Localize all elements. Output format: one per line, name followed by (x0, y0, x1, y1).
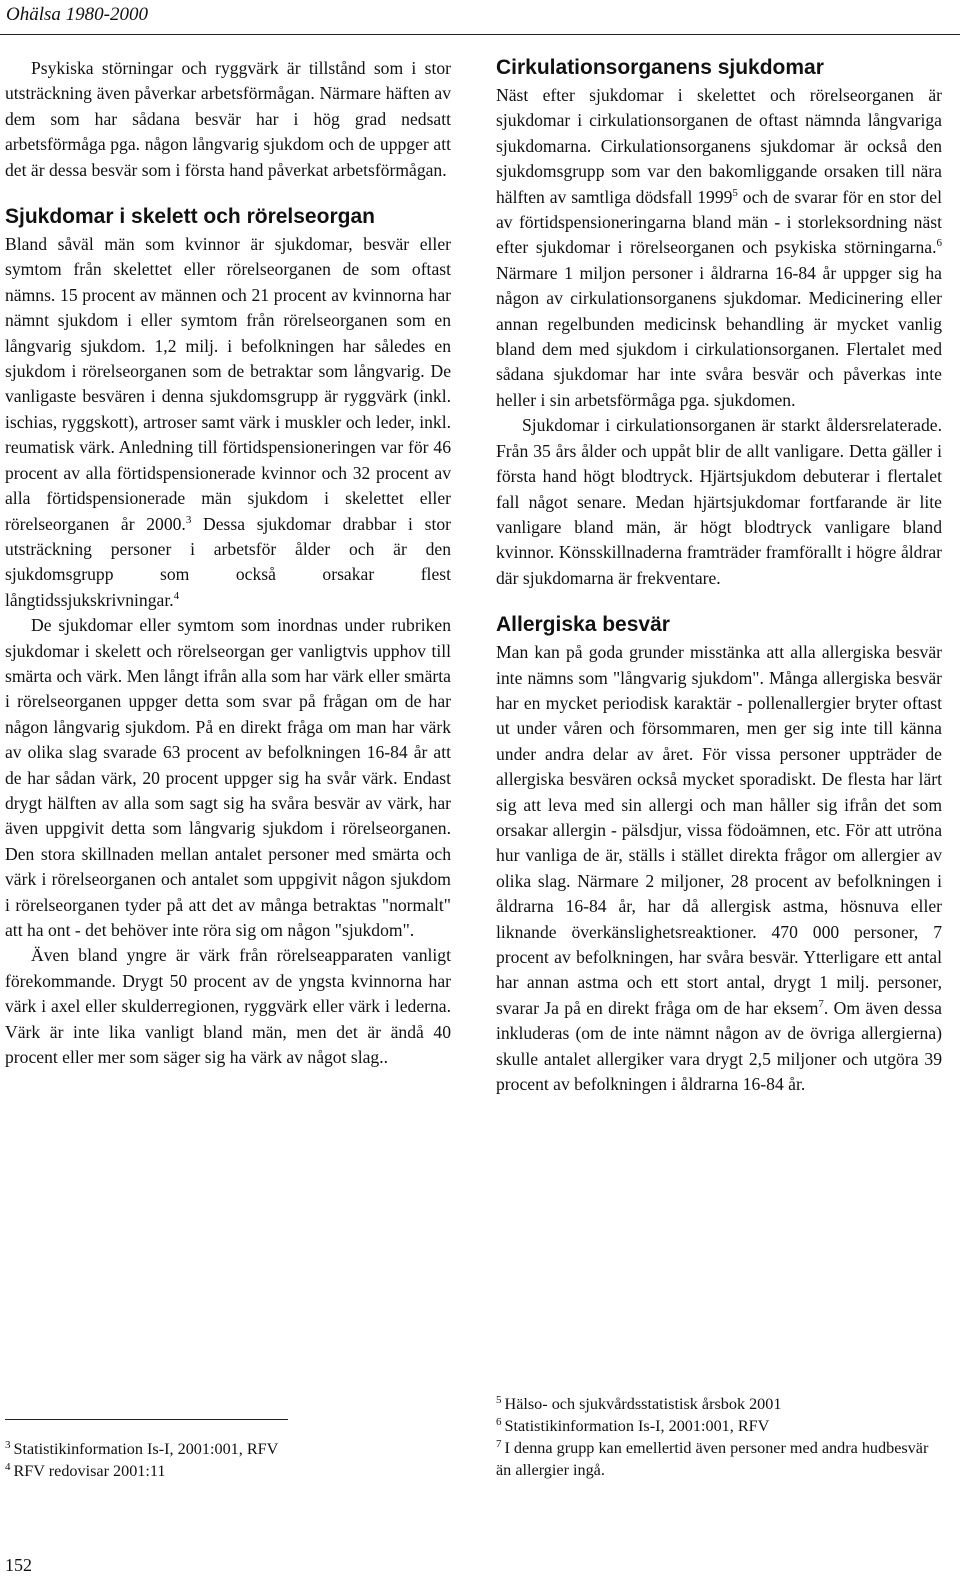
allergy-paragraph (496, 640, 942, 1097)
circulation-p1-text-a: Näst efter sjukdomar i skelettet och rörelseorganen är sjukdomar i cirkulationsorganen de oftast nämnda långvariga sjukdomarna. Cirkulationsorganens sjukdomar är också den sjukdomsgrupp som var den bakomliggande orsaken till nära hälften av samtliga dödsfall 1999 (496, 85, 942, 207)
skeleton-p1-text-b: Dessa sjukdomar drabbar i stor utsträckning personer i arbetsför ålder och är den sjukdomsgrupp som också orsakar flest långtidssjukskrivningar. (5, 513, 452, 610)
skeleton-paragraph-3: Även bland yngre är värk från rörelseapparaten vanligt förekommande. Drygt 50 procent av de yngsta kvinnorna har värk i axel eller skulderregionen, ryggvärk eller värk i lederna. Värk är inte lika vanligt bland män, men det är ändå 40 procent eller mer som säger sig ha värk av något slag.. (5, 945, 451, 1068)
allergy-text-a: Man kan på goda grunder misstänka att alla allergiska besvär inte nämns som "långvarig sjukdom". Många allergiska besvär har en mycket periodisk karaktär - pollenallergier bryter oftast ut under våren och försommaren, men ger sig inte till känna under andra delar av året. För vissa personer uppträder de allergiska besvären också mycket sporadiskt. De flesta har lärt sig att leva med sin allergi och man håller sig ifrån det som orsakar allergin - pälsdjur, vissa födoämnen, etc. För att utröna hur vanliga de är, ställs i stället direkta frågor om allergier av olika slag. Närmare 2 miljoner, 28 procent av befolkningen i åldrarna 16-84 år, har då allergisk astma, hösnuva eller liknande överkänslighetsreaktioner. 470 000 personer, 7 procent av befolkningen, har svåra besvär. Ytterligare ett antal har annan astma och ett stort antal, drygt 1 milj. personer, svarar Ja på en direkt fråga om de har eksem (496, 642, 942, 1018)
allergy-text-b: . Om även dessa inkluderas (om de inte nämnt någon av de övriga allergierna) skulle antalet allergiker vara drygt 2,5 miljoner och utgöra 39 procent av befolkningen i åldrarna 16-84 år. (496, 997, 942, 1095)
section-heading-skeleton: Sjukdomar i skelett och rörelseorgan (5, 205, 375, 229)
footnote-text: Statistikinformation Is-I, 2001:001, RFV (504, 1417, 770, 1435)
footnote-text: Statistikinformation Is-I, 2001:001, RFV (13, 1440, 279, 1458)
footnote-text: I denna grupp kan emellertid även personer med andra hudbesvär än allergier ingå. (496, 1439, 929, 1479)
footnote-3 (5, 1438, 445, 1460)
intro-paragraph: Psykiska störningar och ryggvärk är tillstånd som i stor utsträckning även påverkar arbetsförmågan. Närmare häften av dem som har sådana besvär har i hög grad nedsatt arbetsförmåga pga. någon långvarig sjukdom och de uppger att det är dessa besvär som i första hand påverkat arbetsförmågan. (5, 58, 451, 180)
footnote-ref-6: 6 (936, 237, 942, 250)
circulation-paragraph-1 (496, 83, 942, 413)
circulation-paragraph-2: Sjukdomar i cirkulationsorganen är starkt åldersrelaterade. Från 35 års ålder och uppåt blir de allt vanligare. Detta gäller i första hand högt blodtryck. Hjärtsjukdom debuterar i flertalet fall något senare. Medan hjärtsjukdomar fortfarande är lite vanligare bland män, är högt blodtryck vanligare bland kvinnor. Könsskillnaderna framträder framförallt i högre åldrar där sjukdomarna är frekventare. (496, 415, 942, 588)
footnote-ref-7: 7 (818, 997, 824, 1010)
footnote-4 (5, 1460, 445, 1482)
skeleton-paragraph-2: De sjukdomar eller symtom som inordnas under rubriken sjukdomar i skelett och rörelseorgan ger vanligtvis upphov till smärta och värk. Men långt ifrån alla som har värk eller smärta i rörelseorganen uppger detta som svar på frågan om de har någon långvarig sjukdom. På en direkt fråga om man har värk av olika slag svarade 63 procent av befolkningen 16-84 år att de har sådan värk, 20 procent uppger sig ha svår värk. Endast drygt hälften av alla som sagt sig ha svåra besvär av värk, har även uppgivit detta som långvarig sjukdom i rörelseorganen. Den stora skillnaden mellan antalet personer med smärta och värk i rörelseorganen och antalet som uppgivit någon sjukdom i rörelseorganen tyder på att det av många betraktas "normalt" att ha ont - det behöver inte röra sig om någon "sjukdom". (5, 615, 451, 940)
section-heading-allergy: Allergiska besvär (496, 613, 670, 637)
footnote-number: 6 (496, 1416, 502, 1428)
header-rule (0, 34, 960, 35)
footnote-text: RFV redovisar 2001:11 (13, 1462, 166, 1480)
footnote-text: Hälso- och sjukvårdsstatistisk årsbok 2001 (504, 1395, 782, 1413)
right-column (496, 56, 942, 1097)
footnote-7 (496, 1437, 936, 1481)
running-title: Ohälsa 1980-2000 (6, 4, 148, 25)
circulation-p1-text-c: Närmare 1 miljon personer i åldrarna 16-84 år uppger sig ha någon av cirkulationsorganens sjukdomar. Medicinering eller annan regelbunden medicinsk behandling är mycket vanlig bland dem med sjukdom i cirkulationsorganen. Flertalet med sådana sjukdomar har inte svåra besvär och påverkas inte heller i sin arbetsförmåga pga. sjukdomen. (496, 262, 942, 410)
skeleton-paragraph-1 (5, 232, 451, 613)
skeleton-p1-text-a: Bland såväl män som kvinnor är sjukdomar, besvär eller symtom från skelettet eller rörelseorganen de som oftast nämns. 15 procent av männen och 21 procent av kvinnorna har nämnt sjukdom i eller symtom från rörelseorganen som en långvarig sjukdom. 1,2 milj. i befolkningen har således en sjukdom i rörelseorganen som de betraktar som långvarig. De vanligaste besvären i denna sjukdomsgrupp är ryggvärk (inkl. ischias, ryggskott), artroser samt värk i muskler och leder, inkl. reumatisk värk. Anledning till förtidspensioneringen var för 46 procent av alla förtidspensionerade kvinnor och 32 procent av alla förtidspensionerade män sjukdom i skelettet eller rörelseorganen år 2000. (5, 234, 451, 534)
footnote-5 (496, 1393, 936, 1415)
footnote-ref-3: 3 (185, 513, 192, 526)
footnote-number: 4 (5, 1461, 11, 1473)
page-number: 152 (5, 1555, 32, 1575)
footnote-ref-4: 4 (173, 589, 180, 602)
footnote-rule (5, 1419, 288, 1420)
circulation-p1-text-b: och de svarar för en stor del av förtidspensioneringarna bland män - i storleksordning näst efter sjukdomar i rörelseorganen och psykiska störningarna. (496, 186, 942, 258)
left-column (5, 56, 451, 1070)
footnote-number: 7 (496, 1438, 502, 1450)
footnotes-right (496, 1393, 936, 1481)
footnote-6 (496, 1415, 936, 1437)
footnote-number: 3 (5, 1439, 11, 1451)
footnotes-left (5, 1438, 445, 1482)
section-heading-circulation: Cirkulationsorganens sjukdomar (496, 56, 824, 79)
footnote-number: 5 (496, 1394, 502, 1406)
footnote-ref-5: 5 (732, 186, 738, 199)
